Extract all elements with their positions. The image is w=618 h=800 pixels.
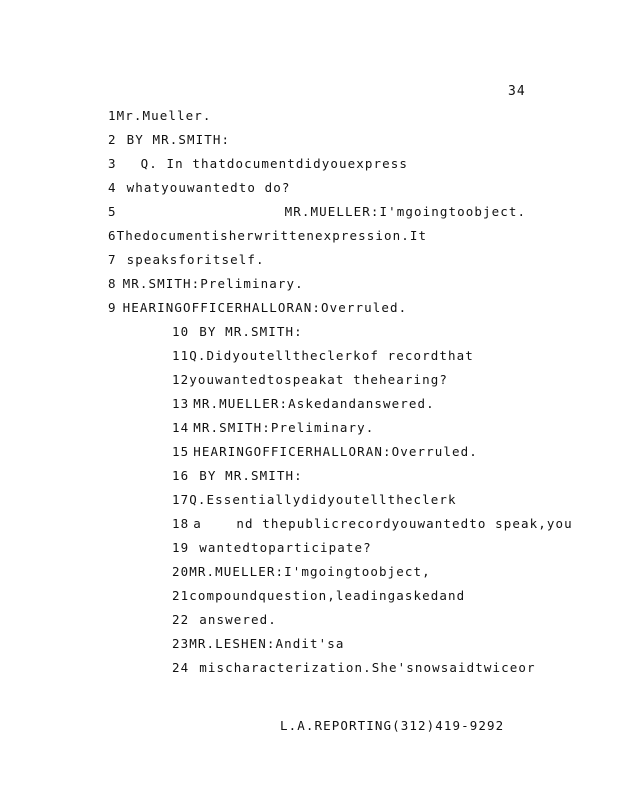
line-text: MR.SMITH:Preliminary. bbox=[122, 276, 304, 291]
line-number: 15 bbox=[172, 444, 190, 459]
transcript-line-22 bbox=[172, 612, 277, 628]
transcript-line-8 bbox=[108, 276, 304, 292]
transcript-line-14 bbox=[172, 420, 374, 436]
line-number: 19 bbox=[172, 540, 190, 555]
line-number: 17 bbox=[172, 492, 190, 507]
line-number: 24 bbox=[172, 660, 190, 675]
line-text: whatyouwantedto do? bbox=[126, 180, 291, 195]
transcript-line-9 bbox=[108, 300, 407, 316]
transcript-line-21 bbox=[172, 588, 465, 604]
transcript-line-16 bbox=[172, 468, 303, 484]
line-number: 23 bbox=[172, 636, 190, 651]
line-number: 16 bbox=[172, 468, 190, 483]
line-text: speaksforitself. bbox=[126, 252, 265, 267]
line-number: 20 bbox=[172, 564, 190, 579]
line-number: 7 bbox=[108, 252, 117, 267]
line-text: Q.Essentiallydidyoutelltheclerk bbox=[189, 492, 457, 507]
line-number: 1 bbox=[108, 108, 117, 123]
line-text: HEARINGOFFICERHALLORAN:Overruled. bbox=[193, 444, 478, 459]
transcript-line-5 bbox=[108, 204, 526, 220]
line-text: a nd thepublicrecordyouwantedto speak,you bbox=[193, 516, 573, 531]
line-number: 10 bbox=[172, 324, 190, 339]
transcript-line-3 bbox=[108, 156, 408, 172]
transcript-line-6 bbox=[108, 228, 427, 244]
line-number: 8 bbox=[108, 276, 117, 291]
line-number: 5 bbox=[108, 204, 117, 219]
transcript-line-24 bbox=[172, 660, 536, 676]
line-number: 12 bbox=[172, 372, 190, 387]
transcript-line-20 bbox=[172, 564, 431, 580]
line-text: Mr.Mueller. bbox=[116, 108, 212, 123]
transcript-line-13 bbox=[172, 396, 435, 412]
transcript-line-4 bbox=[108, 180, 291, 196]
line-text: Thedocumentisherwrittenexpression.It bbox=[116, 228, 428, 243]
line-number: 14 bbox=[172, 420, 190, 435]
transcript-line-15 bbox=[172, 444, 478, 460]
transcript-line-11 bbox=[172, 348, 474, 364]
line-number: 9 bbox=[108, 300, 117, 315]
transcript-line-7 bbox=[108, 252, 265, 268]
line-number: 21 bbox=[172, 588, 190, 603]
transcript-line-19 bbox=[172, 540, 372, 556]
line-number: 4 bbox=[108, 180, 117, 195]
line-text: youwantedtospeakat thehearing? bbox=[189, 372, 449, 387]
line-text: BY MR.SMITH: bbox=[199, 468, 303, 483]
line-number: 6 bbox=[108, 228, 117, 243]
transcript-line-1 bbox=[108, 108, 212, 124]
line-text: MR.LESHEN:Andit'sa bbox=[189, 636, 345, 651]
line-text: wantedtoparticipate? bbox=[199, 540, 372, 555]
line-text: compoundquestion,leadingaskedand bbox=[189, 588, 466, 603]
transcript-line-12 bbox=[172, 372, 448, 388]
line-number: 22 bbox=[172, 612, 190, 627]
line-text: mischaracterization.She'snowsaidtwiceor bbox=[199, 660, 536, 675]
line-text: HEARINGOFFICERHALLORAN:Overruled. bbox=[122, 300, 408, 315]
line-text: MR.MUELLER:Askedandanswered. bbox=[193, 396, 435, 411]
line-text: MR.MUELLER:I'mgoingtoobject, bbox=[189, 564, 431, 579]
line-text: MR.SMITH:Preliminary. bbox=[193, 420, 375, 435]
line-text: MR.MUELLER:I'mgoingtoobject. bbox=[284, 204, 527, 219]
line-number: 2 bbox=[108, 132, 117, 147]
transcript-line-10 bbox=[172, 324, 303, 340]
transcript-line-17 bbox=[172, 492, 457, 508]
line-text: Q. In thatdocumentdidyouexpress bbox=[140, 156, 409, 171]
transcript-line-18 bbox=[172, 516, 573, 532]
transcript-line-23 bbox=[172, 636, 345, 652]
line-number: 3 bbox=[108, 156, 117, 171]
line-number: 13 bbox=[172, 396, 190, 411]
page-number: 34 bbox=[508, 84, 526, 99]
line-text: Q.Didyoutelltheclerkof recordthat bbox=[189, 348, 474, 363]
line-number: 18 bbox=[172, 516, 190, 531]
line-text: answered. bbox=[199, 612, 277, 627]
line-text: BY MR.SMITH: bbox=[126, 132, 231, 147]
page-footer: L.A.REPORTING(312)419-9292 bbox=[280, 718, 505, 733]
transcript-line-2 bbox=[108, 132, 230, 148]
line-text: BY MR.SMITH: bbox=[199, 324, 303, 339]
line-number: 11 bbox=[172, 348, 190, 363]
